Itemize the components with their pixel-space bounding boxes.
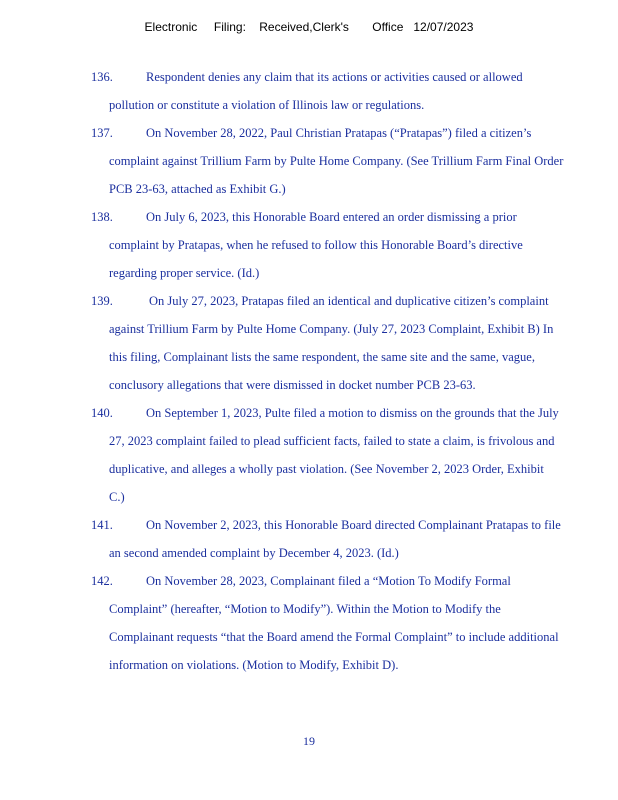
paragraph-line: conclusory allegations that were dismissed in docket number PCB 23-63. bbox=[109, 378, 476, 392]
paragraph-number: 138. bbox=[91, 210, 113, 224]
electronic-filing-header: Electronic Filing: Received,Clerk's Office 12/07/2023 bbox=[144, 20, 474, 34]
paragraph-line: an second amended complaint by December 4, 2023. (Id.) bbox=[109, 546, 399, 560]
paragraph-line: On November 28, 2022, Paul Christian Pratapas (“Pratapas”) filed a citizen’s bbox=[146, 126, 532, 140]
paragraph-line: C.) bbox=[109, 490, 125, 504]
paragraph-line: against Trillium Farm by Pulte Home Company. (July 27, 2023 Complaint, Exhibit B) In bbox=[109, 322, 554, 336]
paragraph-line: complaint against Trillium Farm by Pulte Home Company. (See Trillium Farm Final Order bbox=[109, 154, 564, 168]
paragraph-number: 142. bbox=[91, 574, 113, 588]
paragraph-line: On July 27, 2023, Pratapas filed an identical and duplicative citizen’s complaint bbox=[149, 294, 549, 308]
paragraph-line: Complaint” (hereafter, “Motion to Modify”). Within the Motion to Modify the bbox=[109, 602, 501, 616]
paragraph-line: On November 28, 2023, Complainant filed a “Motion To Modify Formal bbox=[146, 574, 511, 588]
paragraph-line: information on violations. (Motion to Modify, Exhibit D). bbox=[109, 658, 399, 672]
paragraph-line: Complainant requests “that the Board amend the Formal Complaint” to include additional bbox=[109, 630, 559, 644]
paragraph-line: Respondent denies any claim that its actions or activities caused or allowed bbox=[146, 70, 523, 84]
paragraph-number: 136. bbox=[91, 70, 113, 84]
paragraph-line: 27, 2023 complaint failed to plead sufficient facts, failed to state a claim, is frivolous and bbox=[109, 434, 555, 448]
paragraph-line: PCB 23-63, attached as Exhibit G.) bbox=[109, 182, 286, 196]
paragraph-line: regarding proper service. (Id.) bbox=[109, 266, 260, 280]
paragraph-line: duplicative, and alleges a wholly past violation. (See November 2, 2023 Order, Exhibit bbox=[109, 462, 544, 476]
paragraph-line: complaint by Pratapas, when he refused to follow this Honorable Board’s directive bbox=[109, 238, 523, 252]
paragraph-line: this filing, Complainant lists the same respondent, the same site and the same, vague, bbox=[109, 350, 535, 364]
paragraph-number: 141. bbox=[91, 518, 113, 532]
paragraph-line: On November 2, 2023, this Honorable Board directed Complainant Pratapas to file bbox=[146, 518, 561, 532]
paragraph-line: pollution or constitute a violation of Illinois law or regulations. bbox=[109, 98, 425, 112]
paragraph-line: On July 6, 2023, this Honorable Board entered an order dismissing a prior bbox=[146, 210, 517, 224]
page-number: 19 bbox=[303, 734, 315, 748]
paragraph-number: 140. bbox=[91, 406, 113, 420]
paragraph-number: 137. bbox=[91, 126, 113, 140]
paragraph-line: On September 1, 2023, Pulte filed a motion to dismiss on the grounds that the July bbox=[146, 406, 559, 420]
paragraph-number: 139. bbox=[91, 294, 113, 308]
